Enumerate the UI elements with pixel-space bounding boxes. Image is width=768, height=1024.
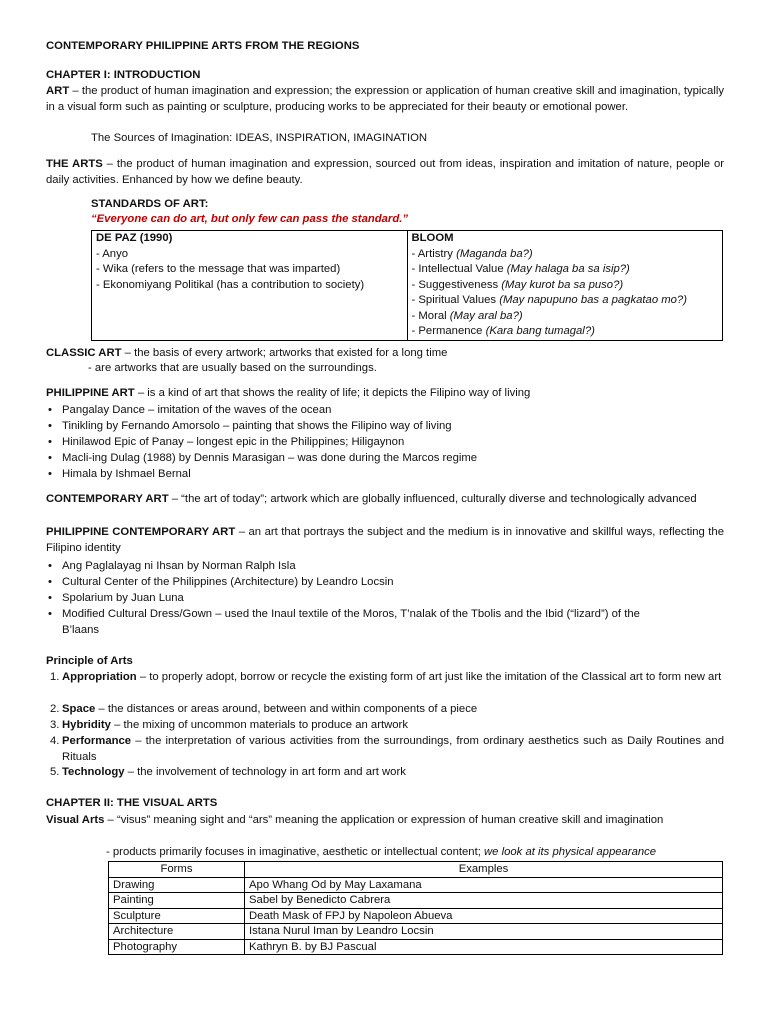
table-cell: Kathryn B. by BJ Pascual (245, 939, 723, 955)
table-cell: Drawing (109, 877, 245, 893)
principle-term: Hybridity (62, 719, 111, 731)
table-row (109, 877, 723, 893)
de-paz-header: DE PAZ (1990) (96, 232, 173, 244)
table-cell: Photography (109, 939, 245, 955)
table-cell: Istana Nurul Iman by Leandro Locsin (245, 924, 723, 940)
de-paz-column (92, 231, 408, 341)
visual-arts-term: Visual Arts (46, 814, 105, 826)
contemporary-art-def-text: – “the art of today”; artwork which are globally influenced, culturally diverse and technologically advanced (168, 493, 697, 505)
bloom-column (407, 231, 723, 341)
visual-arts-def-text: – “visus” meaning sight and “ars” meaning the application or expression of human creative skill and imagination (104, 814, 664, 826)
contemporary-art-definition (46, 492, 724, 508)
bloom-header: BLOOM (411, 232, 454, 244)
principle-number: 3. (50, 719, 60, 731)
classic-art-sub: - are artworks that are usually based on the surroundings. (88, 362, 377, 374)
classic-art-definition (46, 346, 724, 362)
list-item: • Modified Cultural Dress/Gown – used the Inaul textile of the Moros, T’nalak of the Tbolis and the Ibid (“lizard”) of the (62, 607, 640, 623)
bloom-item-note: (Maganda ba?) (456, 247, 533, 260)
bloom-item-note: (May halaga ba sa isip?) (506, 263, 630, 275)
principle-def: – the involvement of technology in art form and art work (124, 766, 406, 778)
de-paz-item: - Anyo (96, 247, 129, 260)
list-item: • Hinilawod Epic of Panay – longest epic in the Philippines; Hiligaynon (62, 435, 404, 451)
principle-item (46, 718, 724, 734)
table-row (109, 908, 723, 924)
principle-number: 5. (50, 766, 60, 778)
list-item: • Spolarium by Juan Luna (62, 591, 184, 607)
the-arts-definition (46, 157, 724, 188)
principle-item (46, 670, 724, 686)
visual-arts-sub (106, 845, 726, 861)
table-row (109, 924, 723, 940)
standards-table (91, 230, 723, 341)
philippine-contemporary-art-term: PHILIPPINE CONTEMPORARY ART (46, 526, 236, 538)
art-def-text: – the product of human imagination and expression; the expression or application of human creative skill and imagination, typically in a visual form such as painting or sculpture, producing works to be appreciated for their beauty or emotional power. (46, 85, 724, 113)
list-item: • Cultural Center of the Philippines (Architecture) by Leandro Locsin (62, 575, 394, 591)
bloom-item-main: - Permanence (411, 325, 486, 337)
contemporary-art-term: CONTEMPORARY ART (46, 493, 169, 505)
bloom-item-note: (May aral ba?) (449, 309, 523, 322)
table-cell: Apo Whang Od by May Laxamana (245, 877, 723, 893)
principle-item (46, 765, 724, 781)
table-cell: Sabel by Benedicto Cabrera (245, 893, 723, 909)
classic-art-def-text: – the basis of every artwork; artworks that existed for a long time (121, 347, 448, 359)
list-item: • Ang Paglalayag ni Ihsan by Norman Ralph Isla (62, 559, 296, 575)
principle-term: Space (62, 703, 96, 715)
bloom-item (412, 247, 719, 263)
the-arts-term: THE ARTS (46, 158, 103, 170)
philippine-art-def-text: – is a kind of art that shows the reality of life; it depicts the Filipino way of living (134, 387, 531, 399)
bloom-item-note: (May kurot ba sa puso?) (501, 278, 624, 291)
bloom-item (412, 324, 719, 340)
bloom-item-main: - Spiritual Values (411, 294, 500, 306)
visual-arts-table (108, 861, 723, 955)
principles-heading: Principle of Arts (46, 655, 133, 667)
philippine-art-definition (46, 386, 724, 402)
classic-art-term: CLASSIC ART (46, 347, 122, 359)
standards-heading: STANDARDS OF ART: (91, 198, 209, 210)
table-row (109, 939, 723, 955)
principle-term: Technology (62, 766, 125, 778)
principle-number: 4. (50, 735, 60, 747)
list-item: • Tinikling by Fernando Amorsolo – painting that shows the Filipino way of living (62, 419, 452, 435)
bloom-item (412, 262, 719, 278)
table-header-cell: Examples (245, 862, 723, 878)
standards-quote: “Everyone can do art, but only few can pass the standard.” (91, 213, 409, 225)
bloom-item (412, 278, 719, 294)
bloom-item (412, 293, 719, 309)
bloom-item (412, 309, 719, 325)
principle-term: Performance (62, 735, 132, 747)
bloom-item-main: - Suggestiveness (411, 278, 502, 291)
visual-arts-sub-text: - products primarily focuses in imaginative, aesthetic or intellectual content; (106, 846, 484, 858)
principle-def: – the mixing of uncommon materials to produce an artwork (110, 719, 408, 731)
table-cell: Painting (109, 893, 245, 909)
principle-number: 1. (50, 671, 60, 683)
bloom-item-note: (Kara bang tumagal?) (485, 325, 595, 337)
table-cell: Sculpture (109, 908, 245, 924)
list-item-continuation: B’laans (62, 624, 100, 636)
principle-def: – the interpretation of various activities from the surroundings, from ordinary aesthetics such as Daily Routines and Rituals (62, 735, 724, 763)
bloom-item-note: (May napupuno bas a pagkatao mo?) (499, 294, 687, 306)
list-item: • Pangalay Dance – imitation of the waves of the ocean (62, 403, 331, 419)
table-header-row (109, 862, 723, 878)
principle-term: Appropriation (62, 671, 137, 683)
chapter-1-heading: CHAPTER I: INTRODUCTION (46, 69, 201, 81)
principle-item (46, 734, 724, 765)
bloom-item-main: - Artistry (411, 247, 457, 260)
sources-of-imagination: The Sources of Imagination: IDEAS, INSPIRATION, IMAGINATION (91, 132, 428, 144)
art-term: ART (46, 85, 70, 97)
principle-def: – the distances or areas around, between and within components of a piece (95, 703, 478, 715)
philippine-contemporary-art-definition (46, 525, 724, 556)
bloom-item-main: - Moral (411, 309, 450, 322)
chapter-2-heading: CHAPTER II: THE VISUAL ARTS (46, 797, 218, 809)
list-item: • Macli-ing Dulag (1988) by Dennis Marasigan – was done during the Marcos regime (62, 451, 477, 467)
the-arts-def-text: – the product of human imagination and expression, sourced out from ideas, inspiration and imitation of nature, people or daily activities. Enhanced by how we define beauty. (46, 158, 724, 186)
philippine-art-term: PHILIPPINE ART (46, 387, 135, 399)
philippine-contemporary-art-def-text: – an art that portrays the subject and the medium is in innovative and skillful ways, reflecting the Filipino identity (46, 526, 724, 554)
art-definition (46, 84, 724, 115)
principle-number: 2. (50, 703, 60, 715)
list-item: • Himala by Ishmael Bernal (62, 467, 191, 483)
de-paz-item: - Wika (refers to the message that was imparted) (96, 263, 341, 275)
table-row (109, 893, 723, 909)
bloom-item-main: - Intellectual Value (411, 263, 507, 275)
principle-item (46, 702, 724, 718)
principle-def: – to properly adopt, borrow or recycle the existing form of art just like the imitation of the Classical art to form new art (136, 671, 722, 683)
table-cell: Death Mask of FPJ by Napoleon Abueva (245, 908, 723, 924)
de-paz-item: - Ekonomiyang Politikal (has a contribution to society) (96, 278, 365, 291)
document-title: CONTEMPORARY PHILIPPINE ARTS FROM THE REGIONS (46, 40, 360, 52)
table-header-cell: Forms (109, 862, 245, 878)
visual-arts-definition (46, 813, 724, 829)
visual-arts-sub-italic: we look at its physical appearance (484, 846, 657, 858)
table-cell: Architecture (109, 924, 245, 940)
